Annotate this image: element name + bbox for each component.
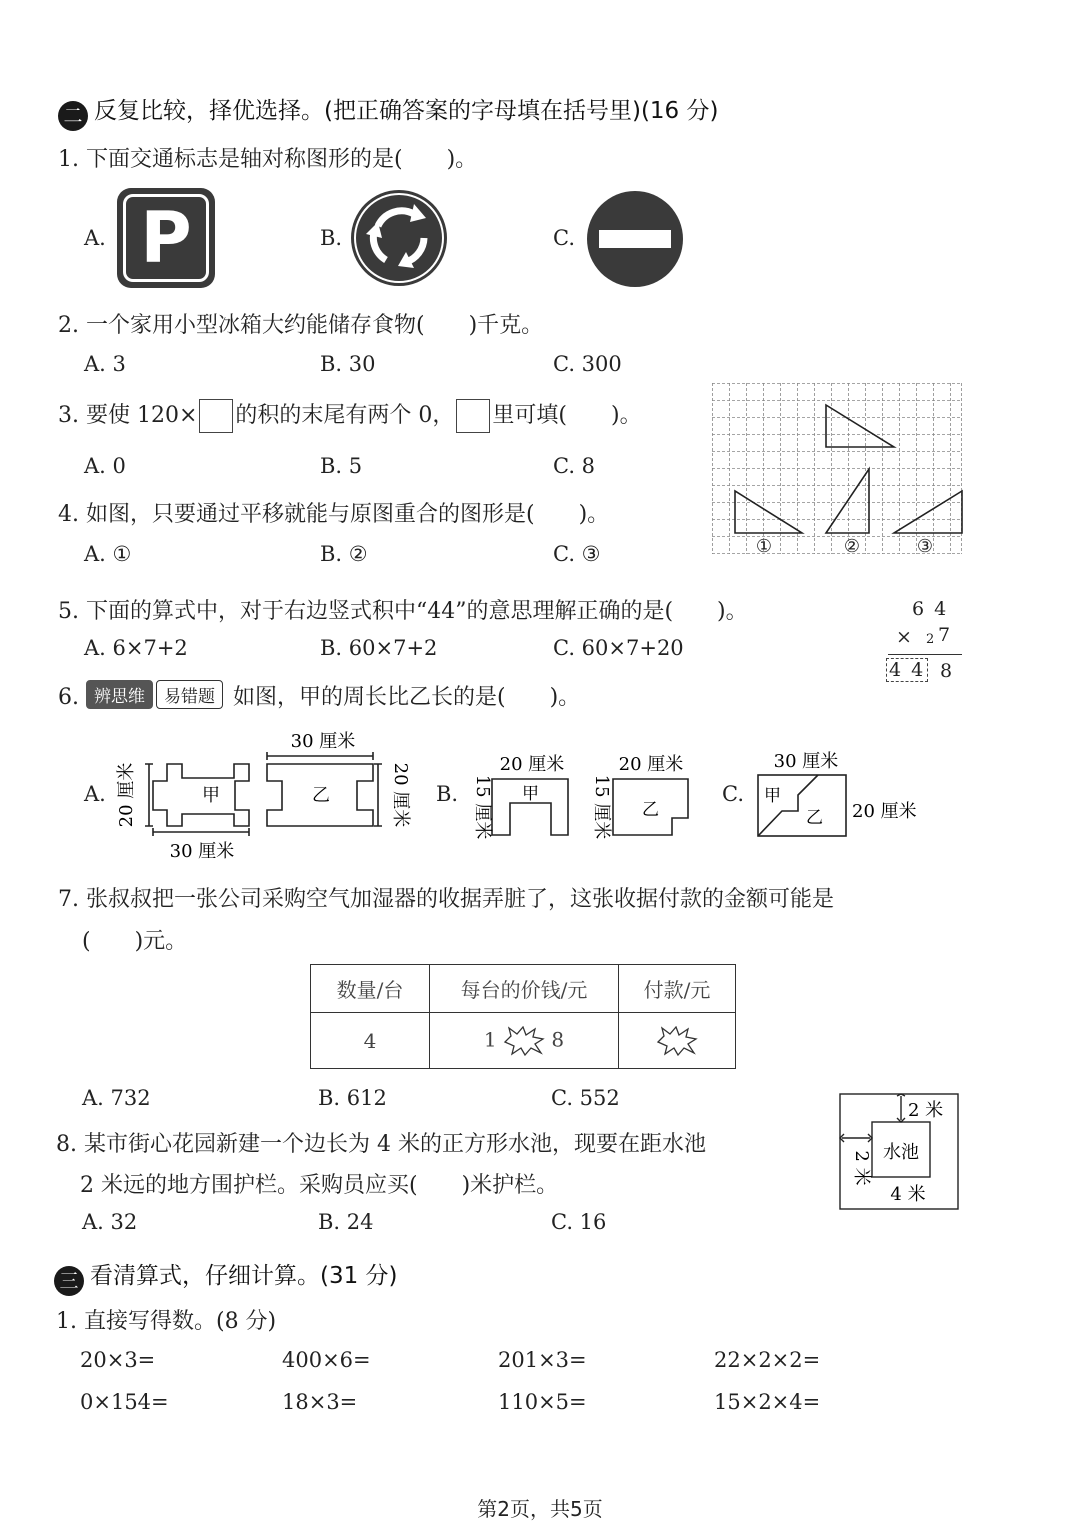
q3-option-c: C. 8 — [553, 454, 596, 478]
parking-sign-icon — [117, 188, 215, 288]
calc-item: 110×5= — [498, 1390, 587, 1414]
dim-30-a-top: 30 厘米 — [290, 731, 356, 752]
q3-text-mid: 的积的末尾有两个 0， — [235, 403, 455, 428]
q2-option-b: B. 30 — [320, 352, 376, 376]
calc-part-1-title: 1. 直接写得数。(8 分) — [56, 1309, 277, 1334]
multiplier-digit: 7 — [938, 624, 951, 646]
dim-15-b-jia: 15 厘米 — [472, 774, 493, 840]
q7-option-a: A. 732 — [82, 1086, 151, 1110]
question-6 — [58, 680, 580, 711]
q4-option-a: A. ① — [84, 542, 132, 566]
label-yi-a: 乙 — [312, 785, 330, 806]
dim-20-a-right: 20 厘米 — [390, 762, 411, 828]
q6-text: 如图，甲的周长比乙长的是( )。 — [233, 685, 581, 710]
dim-15-b-yi: 15 厘米 — [591, 774, 612, 840]
q6-figure-c — [746, 745, 946, 845]
question-3 — [58, 398, 642, 433]
parking-sign-letter: P — [140, 197, 192, 279]
pool-label: 水池 — [883, 1142, 919, 1163]
triangle-label-1: ① — [755, 536, 773, 556]
calc-item: 0×154= — [80, 1390, 169, 1414]
dim-20-c: 20 厘米 — [852, 801, 917, 822]
price-digit-3: 8 — [551, 1027, 565, 1051]
shape-jia-a — [153, 764, 249, 826]
question-5: 5. 下面的算式中，对于右边竖式积中“44”的意思理解正确的是( )。 — [58, 599, 748, 624]
q8-option-a: A. 32 — [82, 1210, 138, 1234]
question-7-line-1: 7. 张叔叔把一张公司采购空气加湿器的收据弄脏了，这张收据付款的金额可能是 — [58, 887, 834, 912]
cell-payment — [619, 1013, 736, 1069]
q7-option-c: C. 552 — [551, 1086, 620, 1110]
question-7-line-2: ( )元。 — [82, 929, 188, 954]
question-8-line-2: 2 米远的地方围护栏。采购员应买( )米护栏。 — [80, 1173, 559, 1198]
dim-4m: 4 米 — [890, 1184, 926, 1205]
question-4: 4. 如图，只要通过平移就能与原图重合的图形是( )。 — [58, 502, 610, 527]
page-number: 第2页，共5页 — [477, 1497, 603, 1521]
pool-fence-figure — [838, 1092, 962, 1212]
dim-20-b-jia: 20 厘米 — [499, 754, 565, 775]
label-yi-b: 乙 — [642, 800, 659, 820]
roundabout-sign-icon — [348, 188, 450, 288]
smudge-icon — [503, 1026, 545, 1056]
q1-option-b-label: B. — [320, 226, 343, 250]
calc-item: 201×3= — [498, 1348, 587, 1372]
label-jia-a: 甲 — [202, 785, 220, 806]
carry-digit: 2 — [926, 632, 935, 647]
smudge-icon — [656, 1026, 698, 1056]
q3-option-a: A. 0 — [84, 454, 126, 478]
triangle-2 — [826, 469, 869, 533]
q3-text-post: 里可填( )。 — [492, 403, 642, 428]
q4-option-c: C. ③ — [553, 542, 601, 566]
label-jia-b: 甲 — [522, 784, 539, 804]
q6-figure-b — [460, 745, 700, 845]
product-44-box: 4 4 — [886, 658, 928, 682]
cell-unit-price — [430, 1013, 619, 1069]
calc-item: 22×2×2= — [714, 1348, 821, 1372]
calc-item: 20×3= — [80, 1348, 156, 1372]
header-quantity: 数量/台 — [311, 965, 430, 1013]
q6-figure-a — [112, 726, 412, 864]
price-digit-1: 1 — [483, 1027, 497, 1051]
q6-number: 6. — [58, 685, 79, 710]
dim-30-a-bottom: 30 厘米 — [169, 841, 235, 862]
q5-option-c: C. 60×7+20 — [553, 636, 684, 660]
answer-box — [199, 399, 233, 433]
q6-option-c-label: C. — [722, 782, 744, 806]
q7-option-b: B. 612 — [318, 1086, 387, 1110]
dim-30-c: 30 厘米 — [773, 751, 839, 772]
triangle-1 — [735, 491, 802, 533]
section-3-heading — [54, 1257, 398, 1296]
q5-option-b: B. 60×7+2 — [320, 636, 438, 660]
q6-option-b-label: B. — [436, 782, 459, 806]
dim-20-a-left: 20 厘米 — [116, 762, 137, 828]
q1-option-a-label: A. — [84, 226, 106, 250]
dim-20-b-yi: 20 厘米 — [618, 754, 684, 775]
tag-thinking: 辨思维 — [86, 680, 153, 709]
times-sign: × — [896, 626, 912, 648]
triangle-label-3: ③ — [916, 536, 934, 556]
section-number-badge: 二 — [58, 101, 88, 131]
calc-item: 18×3= — [282, 1390, 358, 1414]
section-2-heading — [58, 92, 718, 131]
cell-quantity: 4 — [311, 1013, 430, 1069]
q6-option-a-label: A. — [84, 782, 106, 806]
question-2: 2. 一个家用小型冰箱大约能储存食物( )千克。 — [58, 313, 544, 338]
vertical-multiplication — [884, 596, 964, 688]
translation-grid-figure — [712, 383, 964, 556]
no-entry-sign-icon — [585, 190, 685, 288]
question-8-line-1: 8. 某市街心花园新建一个边长为 4 米的正方形水池，现要在距水池 — [56, 1132, 706, 1157]
original-triangle — [826, 405, 894, 447]
q2-option-c: C. 300 — [553, 352, 622, 376]
product-last-digit: 8 — [940, 660, 953, 682]
dim-2m-left: 2 米 — [851, 1150, 872, 1186]
dim-2m-top: 2 米 — [908, 1100, 944, 1121]
header-payment: 付款/元 — [619, 965, 736, 1013]
question-1: 1. 下面交通标志是轴对称图形的是( )。 — [58, 147, 478, 172]
section-title: 反复比较，择优选择。(把正确答案的字母填在括号里)(16 分) — [94, 98, 719, 124]
q8-option-b: B. 24 — [318, 1210, 374, 1234]
tag-error-prone: 易错题 — [156, 680, 223, 709]
q4-option-b: B. ② — [320, 542, 368, 566]
header-unit-price: 每台的价钱/元 — [430, 965, 619, 1013]
calc-item: 15×2×4= — [714, 1390, 821, 1414]
multiplicand: 6 4 — [912, 598, 949, 620]
q8-option-c: C. 16 — [551, 1210, 607, 1234]
calc-item: 400×6= — [282, 1348, 371, 1372]
label-yi-c: 乙 — [806, 808, 823, 828]
q1-option-c-label: C. — [553, 226, 575, 250]
triangle-label-2: ② — [843, 536, 861, 556]
q3-text-pre: 3. 要使 120× — [58, 403, 198, 428]
label-jia-c: 甲 — [764, 786, 781, 806]
q3-option-b: B. 5 — [320, 454, 363, 478]
receipt-table — [310, 964, 736, 1069]
section-number-badge: 三 — [54, 1266, 84, 1296]
q2-option-a: A. 3 — [84, 352, 126, 376]
answer-box — [456, 399, 490, 433]
q5-option-a: A. 6×7+2 — [84, 636, 188, 660]
section-title: 看清算式，仔细计算。(31 分) — [90, 1263, 398, 1289]
triangle-3 — [894, 491, 962, 533]
